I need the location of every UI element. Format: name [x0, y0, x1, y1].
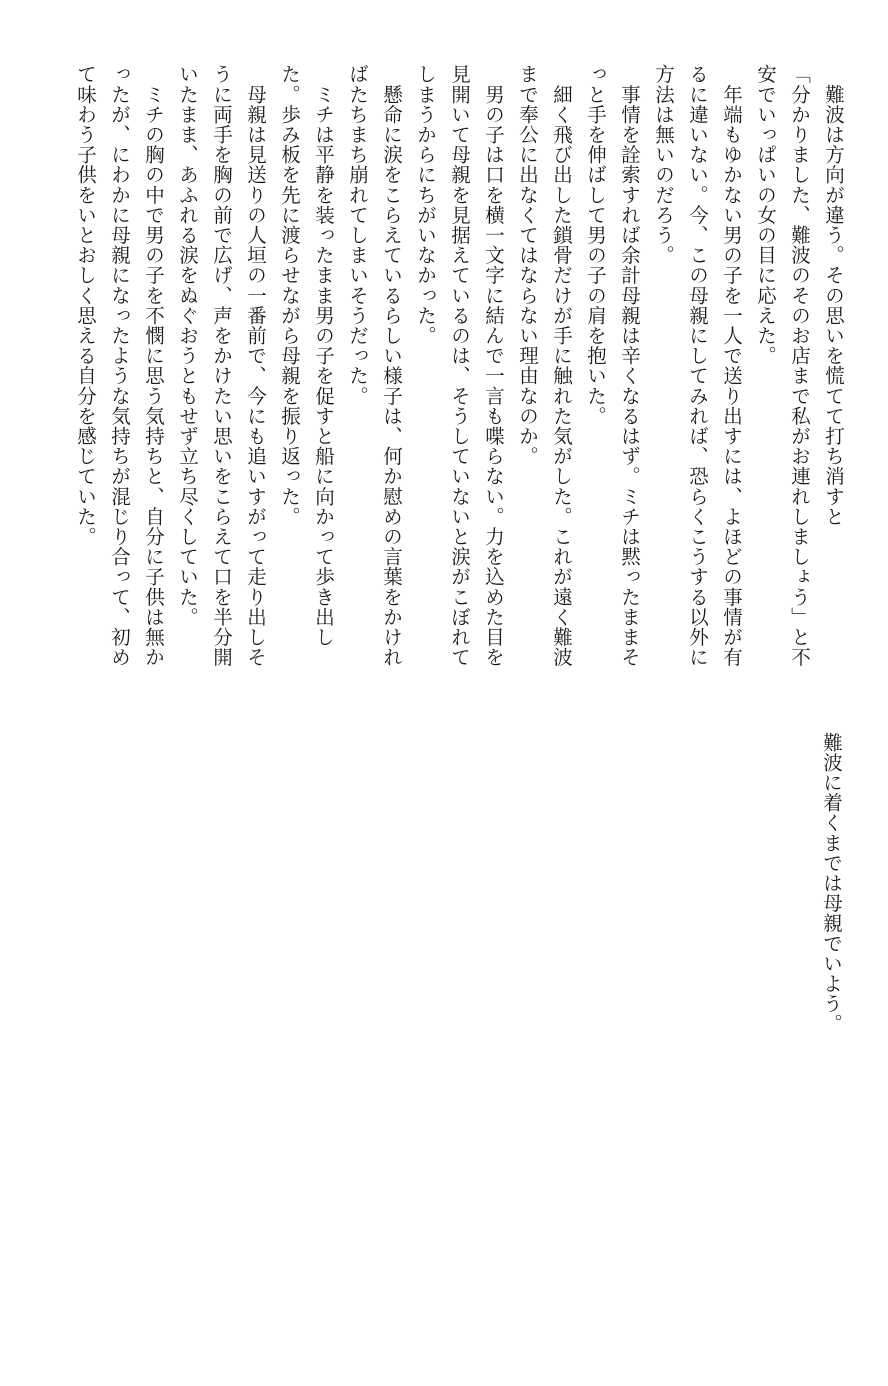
- paragraph: 難波は方向が違う。その思いを慌てて打ち消すと: [822, 64, 845, 527]
- paragraph: 難波に着くまでは母親でいよう。: [820, 712, 843, 1034]
- paragraph: 細く飛び出した鎖骨だけが手に触れた気がした。これが遠く難波まで奉公に出なくてはならない理由なのか。: [516, 64, 573, 667]
- paragraph: ミチの胸の中で男の子を不憫に思う気持ちと、自分に子供は無かったが、にわかに母親になったような気持ちが混じり合って、初めて味わう子供をいとおしく思える自分を感じていた。: [74, 64, 165, 667]
- vertical-text-block: [20, 64, 850, 684]
- lower-text-block: [808, 712, 848, 1072]
- paragraph: ミチは平静を装ったまま男の子を促すと船に向かって歩き出した。歩み板を先に渡らせながら母親を振り返った。: [278, 64, 335, 647]
- paragraph: 懸命に涙をこらえているらしい様子は、何か慰めの言葉をかければたちまち崩れてしまいそうだった。: [346, 64, 403, 667]
- paragraph: 「分かりました、難波のそのお店まで私がお連れしましょう」と不安でいっぱいの女の目に応えた。: [754, 64, 811, 667]
- paragraph: 母親は見送りの人垣の一番前で、今にも追いすがって走り出しそうに両手を胸の前で広げ、声をかけたい思いをこらえて口を半分開いたまま、あふれる涙をぬぐおうともせず立ち尽くしていた。: [176, 64, 267, 667]
- paragraph: 男の子は口を横一文字に結んで一言も喋らない。力を込めた目を見開いて母親を見据えているのは、そうしていないと涙がこぼれてしまうからにちがいなかった。: [414, 64, 505, 667]
- paragraph: 年端もゆかない男の子を一人で送り出すには、よほどの事情が有るに違いない。今、この母親にしてみれば、恐らくこうする以外に方法は無いのだろう。: [652, 64, 743, 667]
- paragraph: 事情を詮索すれば余計母親は辛くなるはず。ミチは黙ったままそっと手を伸ばして男の子の肩を抱いた。: [584, 64, 641, 667]
